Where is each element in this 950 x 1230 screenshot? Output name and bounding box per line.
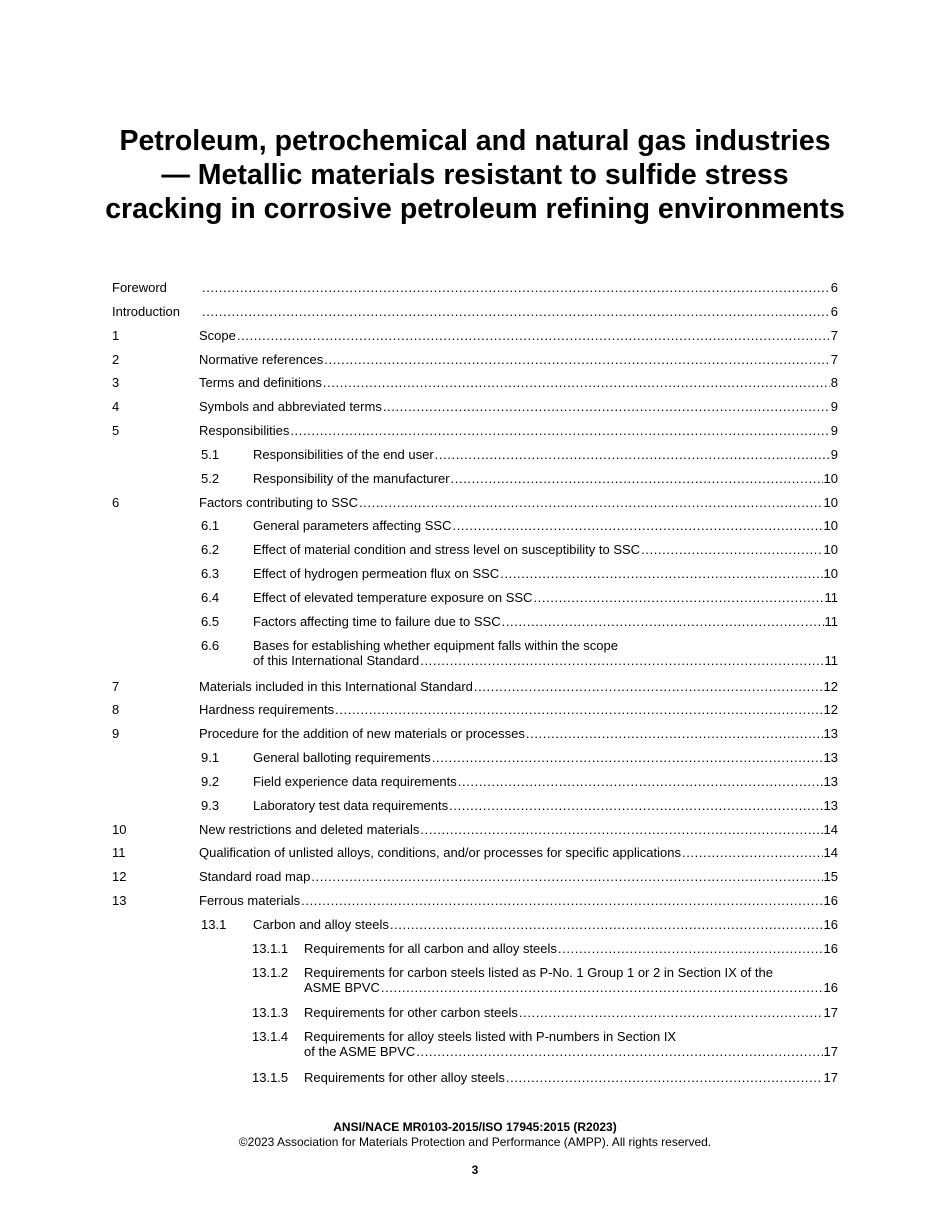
toc-entry-line (199, 845, 838, 860)
toc-entry-page: 15 (823, 869, 838, 885)
toc-entry-page: 7 (830, 327, 838, 343)
toc-entry-body (199, 352, 838, 367)
toc-entry-body (253, 750, 838, 765)
toc-entry-line (304, 980, 838, 995)
toc-entry-title: Field experience data requirements (253, 773, 457, 789)
toc-entry-body (201, 304, 838, 319)
dot-leader (359, 495, 823, 510)
toc-entry-line (253, 917, 838, 932)
footer-copyright: ©2023 Association for Materials Protection and Performance (AMPP). All rights reserved. (238, 1135, 712, 1149)
toc-entry-body (199, 893, 838, 908)
toc-entry[interactable] (112, 845, 838, 860)
toc-entry-number: 13.1.4 (252, 1029, 289, 1045)
toc-entry-line (199, 726, 838, 741)
toc-entry-page: 13 (823, 750, 838, 766)
toc-entry-page: 16 (823, 979, 838, 995)
table-of-contents (112, 280, 838, 1094)
toc-entry-title: Scope (199, 327, 236, 343)
toc-entry-title: Responsibility of the manufacturer (253, 470, 450, 486)
toc-entry-number: 13 (112, 893, 127, 909)
toc-entry-line (201, 304, 838, 319)
toc-entry-page: 13 (823, 797, 838, 813)
toc-entry[interactable] (112, 917, 838, 932)
toc-entry-number: 6.4 (201, 589, 220, 605)
toc-entry-number: 13.1.2 (252, 964, 289, 980)
toc-entry-title: Responsibilities of the end user (253, 446, 434, 462)
toc-entry-number: 9.3 (201, 797, 220, 813)
toc-entry-page: 9 (830, 446, 838, 462)
toc-entry[interactable] (112, 941, 838, 956)
toc-entry-line (199, 375, 838, 390)
toc-entry-page: 7 (830, 351, 838, 367)
toc-entry-title: New restrictions and deleted materials (199, 821, 420, 837)
toc-entry-title: Requirements for other alloy steels (304, 1070, 505, 1086)
toc-entry-number: 9.1 (201, 750, 220, 766)
toc-entry-page: 17 (823, 1005, 838, 1021)
toc-entry-page: 16 (823, 893, 838, 909)
toc-entry-page: 10 (823, 494, 838, 510)
toc-entry-body (199, 328, 838, 343)
toc-entry-body (199, 726, 838, 741)
toc-entry-body (199, 679, 838, 694)
toc-entry[interactable] (112, 1070, 838, 1085)
toc-entry[interactable] (112, 965, 838, 997)
toc-entry-number: 6.6 (201, 637, 220, 653)
toc-entry-title: Effect of hydrogen permeation flux on SSC (253, 566, 500, 582)
dot-leader (451, 471, 823, 486)
toc-entry-body (304, 1070, 838, 1085)
dot-leader (311, 869, 822, 884)
toc-entry-page: 9 (830, 399, 838, 415)
toc-entry-page: 12 (823, 702, 838, 718)
toc-entry-title: Requirements for all carbon and alloy steels (304, 940, 557, 956)
dot-leader (641, 542, 822, 557)
dot-leader (506, 1070, 823, 1085)
toc-entry-page: 16 (823, 940, 838, 956)
toc-entry[interactable] (112, 518, 838, 533)
toc-entry[interactable] (112, 495, 838, 510)
toc-entry-title: Carbon and alloy steels (253, 916, 389, 932)
document-title (80, 124, 870, 226)
toc-entry[interactable] (112, 471, 838, 486)
toc-entry[interactable] (112, 423, 838, 438)
toc-entry-title: Effect of material condition and stress level on susceptibility to SSC (253, 542, 641, 558)
toc-entry-title: of the ASME BPVC (304, 1044, 416, 1060)
toc-entry-body (253, 566, 838, 581)
toc-entry-body (253, 447, 838, 462)
toc-entry-number: 13.1 (201, 916, 227, 932)
toc-entry[interactable] (112, 447, 838, 462)
dot-leader (416, 1044, 822, 1059)
dot-leader (381, 980, 823, 995)
dot-leader (474, 679, 823, 694)
dot-leader (519, 1005, 823, 1020)
toc-entry-number: 6.1 (201, 518, 220, 534)
toc-entry[interactable] (112, 1029, 838, 1061)
toc-entry-body (253, 518, 838, 533)
toc-entry-title: Standard road map (199, 869, 311, 885)
toc-entry-page: 10 (823, 566, 838, 582)
toc-entry-page: 6 (830, 303, 838, 319)
dot-leader (202, 280, 830, 295)
toc-entry-line (199, 423, 838, 438)
dot-leader (290, 423, 829, 438)
toc-entry-body (253, 774, 838, 789)
toc-entry-title-first-line: Requirements for alloy steels listed with P-numbers in Section IX (304, 1029, 677, 1045)
toc-entry-number: 6.2 (201, 542, 220, 558)
toc-entry-page: 10 (823, 518, 838, 534)
toc-entry-line (253, 798, 838, 813)
toc-entry-title: Effect of elevated temperature exposure on SSC (253, 589, 533, 605)
toc-entry-title: Qualification of unlisted alloys, conditions, and/or processes for specific applications (199, 845, 681, 861)
toc-entry-body (253, 917, 838, 932)
toc-entry-page: 6 (830, 280, 838, 295)
toc-entry-page: 14 (823, 845, 838, 861)
toc-entry-line (253, 590, 838, 605)
toc-entry-page: 13 (823, 726, 838, 742)
toc-entry-line (199, 328, 838, 343)
toc-entry[interactable] (112, 702, 838, 717)
toc-entry-body (253, 798, 838, 813)
toc-entry-title: Procedure for the addition of new materials or processes (199, 726, 525, 742)
dot-leader (500, 566, 822, 581)
toc-entry-title: Ferrous materials (199, 893, 301, 909)
toc-entry-line (253, 614, 838, 629)
dot-leader (301, 893, 822, 908)
dot-leader (420, 822, 822, 837)
toc-entry-page: 14 (823, 821, 838, 837)
toc-entry[interactable] (112, 774, 838, 789)
toc-entry-page: 9 (830, 423, 838, 439)
toc-entry-body (199, 495, 838, 510)
dot-leader (533, 590, 823, 605)
toc-entry-number: 13.1.5 (252, 1070, 289, 1086)
toc-entry-body (199, 399, 838, 414)
toc-entry-number: 6.3 (201, 566, 220, 582)
toc-entry-page: 10 (823, 542, 838, 558)
toc-entry-title: Requirements for other carbon steels (304, 1005, 518, 1021)
toc-entry[interactable] (112, 750, 838, 765)
toc-entry-line (253, 471, 838, 486)
toc-entry-line (199, 822, 838, 837)
toc-entry-number: 5.1 (201, 446, 220, 462)
title-line: cracking in corrosive petroleum refining environments (105, 193, 845, 225)
dot-leader (323, 375, 830, 390)
toc-entry-title-first-line: Requirements for carbon steels listed as P-No. 1 Group 1 or 2 in Section IX of the (304, 964, 773, 980)
toc-entry-line (199, 352, 838, 367)
toc-entry-title-first-line: Bases for establishing whether equipment falls within the scope (253, 637, 618, 653)
toc-entry-body (304, 965, 838, 995)
toc-entry-title: Symbols and abbreviated terms (199, 399, 382, 415)
toc-entry-title: Terms and definitions (199, 375, 322, 391)
toc-entry-body (304, 1005, 838, 1020)
toc-entry[interactable] (112, 566, 838, 581)
toc-entry-page: 17 (823, 1070, 838, 1086)
toc-entry-page: 11 (824, 613, 838, 629)
dot-leader (435, 447, 830, 462)
toc-entry-line (253, 653, 838, 668)
toc-entry[interactable] (112, 328, 838, 343)
toc-entry-number: 6 (112, 494, 120, 510)
toc-entry-page: 13 (823, 773, 838, 789)
toc-entry[interactable] (112, 542, 838, 557)
toc-entry-line (304, 941, 838, 956)
toc-entry-body (253, 590, 838, 605)
toc-entry-body (253, 614, 838, 629)
toc-entry-line (253, 774, 838, 789)
toc-entry-number: 5.2 (201, 470, 220, 486)
toc-entry-title: General balloting requirements (253, 750, 431, 766)
toc-entry[interactable] (112, 1005, 838, 1020)
toc-entry-number: 9.2 (201, 773, 220, 789)
toc-entry-number: 11 (112, 845, 126, 861)
toc-entry-line (199, 702, 838, 717)
toc-entry-number: Introduction (112, 303, 180, 319)
dot-leader (502, 614, 824, 629)
toc-entry-body (304, 1029, 838, 1059)
toc-entry-title: Responsibilities (199, 423, 290, 439)
toc-entry[interactable] (112, 869, 838, 884)
toc-entry-number: 13.1.3 (252, 1005, 289, 1021)
toc-entry-number: 13.1.1 (252, 940, 289, 956)
toc-entry-page: 17 (823, 1044, 838, 1060)
toc-entry[interactable] (112, 893, 838, 908)
toc-entry-number: 10 (112, 821, 127, 837)
dot-leader (458, 774, 823, 789)
toc-entry-number: Foreword (112, 280, 167, 295)
toc-entry-title: Materials included in this International Standard (199, 678, 473, 694)
dot-leader (383, 399, 830, 414)
toc-entry-body (199, 845, 838, 860)
toc-entry-body (253, 471, 838, 486)
toc-entry-number: 3 (112, 375, 120, 391)
dot-leader (237, 328, 830, 343)
toc-entry-title: ASME BPVC (304, 979, 380, 995)
toc-entry[interactable] (112, 679, 838, 694)
toc-entry-line (304, 1070, 838, 1085)
toc-entry[interactable] (112, 399, 838, 414)
toc-entry-body (199, 822, 838, 837)
dot-leader (449, 798, 822, 813)
toc-entry-body (199, 869, 838, 884)
dot-leader (324, 352, 829, 367)
toc-entry-number: 2 (112, 351, 120, 367)
toc-entry-line (199, 495, 838, 510)
toc-entry-title: Laboratory test data requirements (253, 797, 449, 813)
footer-standard: ANSI/NACE MR0103-2015/ISO 17945:2015 (R2023) (333, 1120, 617, 1134)
title-line: Petroleum, petrochemical and natural gas industries (119, 125, 831, 157)
toc-entry-title: Normative references (199, 351, 324, 367)
toc-entry-line (304, 1005, 838, 1020)
dot-leader (682, 845, 823, 860)
toc-entry[interactable] (112, 614, 838, 629)
dot-leader (432, 750, 823, 765)
toc-entry[interactable] (112, 280, 838, 295)
toc-entry-body (253, 638, 838, 668)
toc-entry-body (201, 280, 838, 295)
toc-entry-body (199, 375, 838, 390)
toc-entry-line (199, 893, 838, 908)
toc-entry-page: 11 (824, 589, 838, 605)
toc-entry-page: 8 (830, 375, 838, 391)
toc-entry-line (199, 869, 838, 884)
dot-leader (526, 726, 823, 741)
toc-entry[interactable] (112, 638, 838, 670)
dot-leader (420, 653, 823, 668)
toc-entry[interactable] (112, 726, 838, 741)
dot-leader (390, 917, 823, 932)
toc-entry-title: General parameters affecting SSC (253, 518, 452, 534)
toc-entry-line (253, 447, 838, 462)
toc-entry[interactable] (112, 798, 838, 813)
title-line: — Metallic materials resistant to sulfide stress (161, 159, 789, 191)
toc-entry-title: Factors affecting time to failure due to SSC (253, 613, 501, 629)
toc-entry-line (253, 542, 838, 557)
toc-entry-title: Factors contributing to SSC (199, 494, 358, 510)
toc-entry-line (199, 679, 838, 694)
footer-page-number: 3 (471, 1163, 479, 1177)
dot-leader (202, 304, 830, 319)
toc-entry-number: 5 (112, 423, 120, 439)
toc-entry-number: 6.5 (201, 613, 220, 629)
toc-entry-body (199, 702, 838, 717)
toc-entry[interactable] (112, 822, 838, 837)
dot-leader (452, 518, 822, 533)
toc-entry-page: 16 (823, 916, 838, 932)
toc-entry-body (253, 542, 838, 557)
toc-entry-title: Hardness requirements (199, 702, 335, 718)
toc-entry-line (253, 566, 838, 581)
toc-entry-page: 12 (823, 678, 838, 694)
toc-entry[interactable] (112, 590, 838, 605)
toc-entry-number: 1 (112, 327, 120, 343)
toc-entry-title: of this International Standard (253, 652, 420, 668)
toc-entry-line (201, 280, 838, 295)
toc-entry-body (199, 423, 838, 438)
toc-entry[interactable] (112, 304, 838, 319)
toc-entry-number: 9 (112, 726, 120, 742)
dot-leader (335, 702, 822, 717)
toc-entry-page: 10 (823, 470, 838, 486)
toc-entry-line (253, 750, 838, 765)
toc-entry-line (199, 399, 838, 414)
toc-entry[interactable] (112, 375, 838, 390)
toc-entry-number: 7 (112, 678, 120, 694)
toc-entry[interactable] (112, 352, 838, 367)
toc-entry-number: 12 (112, 869, 127, 885)
toc-entry-body (304, 941, 838, 956)
toc-entry-line (304, 1044, 838, 1059)
toc-entry-page: 11 (824, 652, 838, 668)
toc-entry-number: 8 (112, 702, 120, 718)
toc-entry-number: 4 (112, 399, 120, 415)
toc-entry-line (253, 518, 838, 533)
dot-leader (558, 941, 823, 956)
